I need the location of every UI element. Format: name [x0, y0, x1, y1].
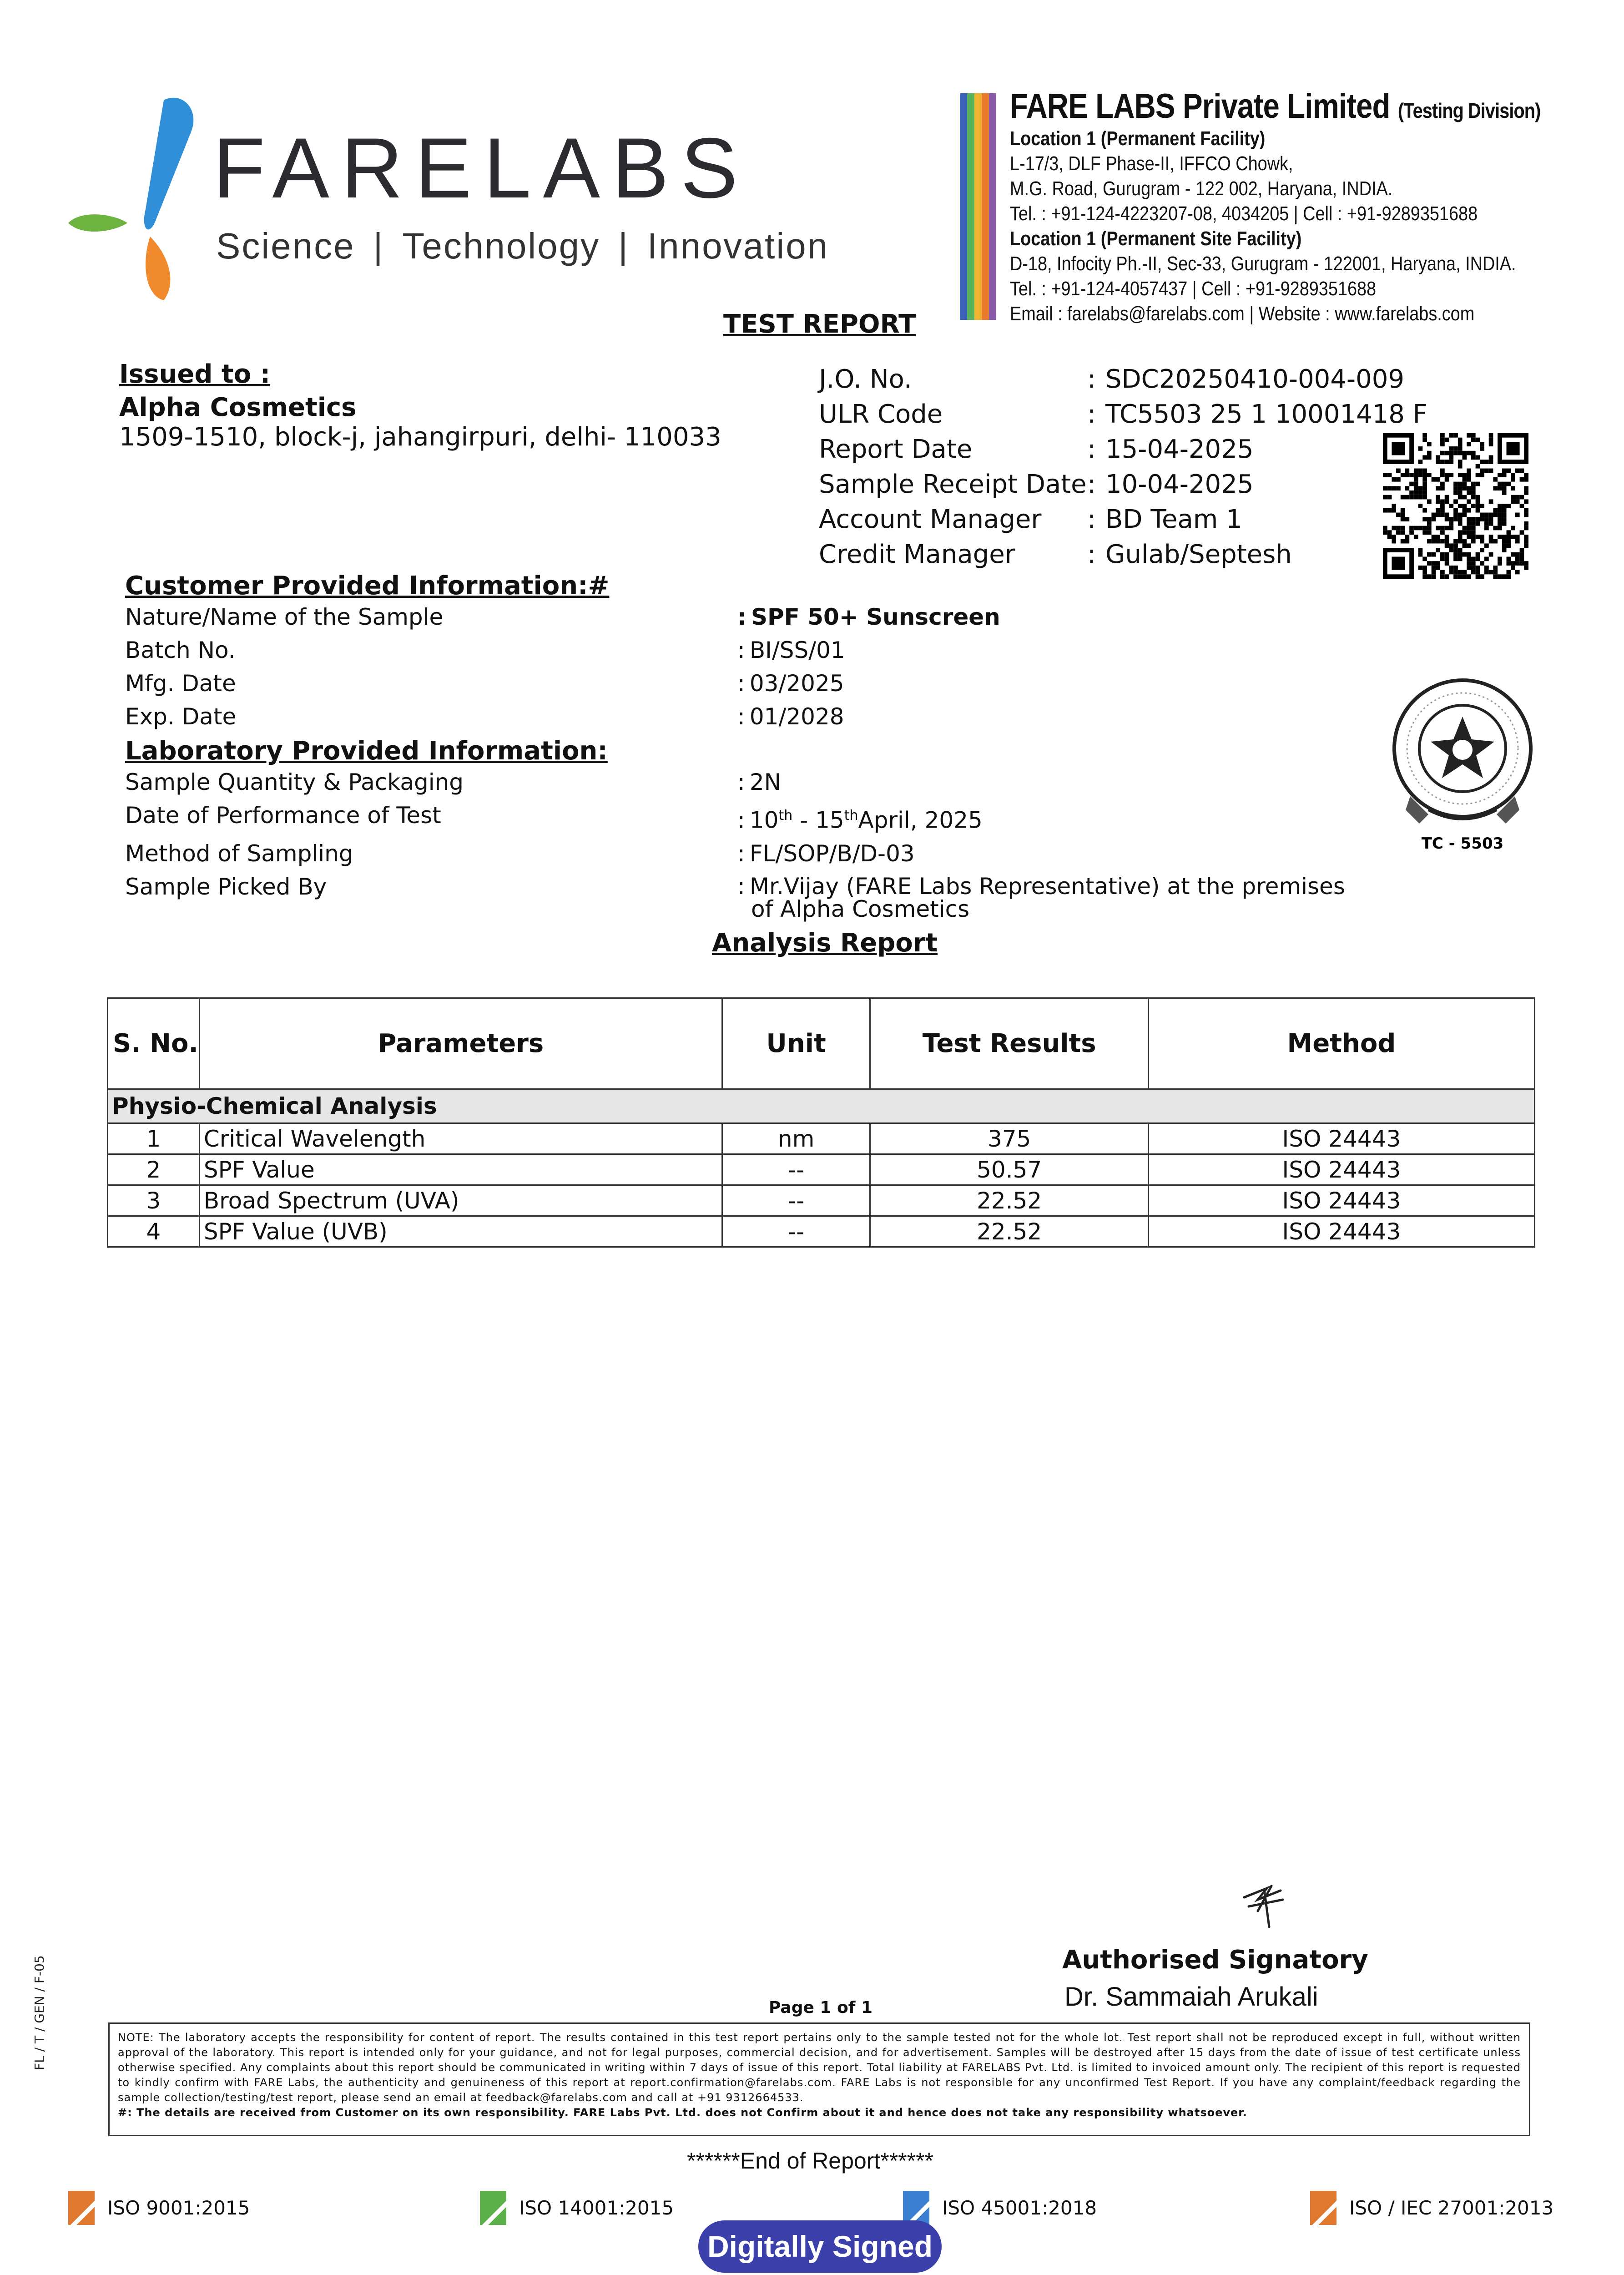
farelabs-logo-mark — [64, 91, 218, 305]
logo-tagline: Science | Technology | Innovation — [216, 226, 829, 266]
info-row: Nature/Name of the Sample : SPF 50+ Sunscreen — [125, 601, 1000, 634]
job-row: Account Manager : BD Team 1 — [819, 505, 1242, 534]
table-row: 3 Broad Spectrum (UVA) -- 22.52 ISO 24443 — [108, 1185, 1535, 1216]
digitally-signed-badge[interactable]: Digitally Signed — [698, 2220, 942, 2273]
job-info-table — [819, 362, 1427, 572]
category-row: Physio-Chemical Analysis — [108, 1089, 1535, 1123]
iso-badge: ISO 14001:2015 — [480, 2191, 674, 2225]
job-row: Credit Manager : Gulab/Septesh — [819, 540, 1292, 569]
info-row: Batch No. : BI/SS/01 — [125, 634, 1000, 667]
col-header-method: Method — [1148, 998, 1534, 1089]
job-row: J.O. No. : SDC20250410-004-009 — [819, 364, 1404, 394]
iso-badge: ISO / IEC 27001:2013 — [1310, 2191, 1553, 2225]
customer-address: 1509-1510, block-j, jahangirpuri, delhi- 110033 — [119, 422, 721, 452]
info-row: Method of Sampling : FL/SOP/B/D-03 — [125, 837, 1345, 870]
info-row: Sample Quantity & Packaging : 2N — [125, 766, 1345, 799]
company-color-strip — [960, 93, 996, 320]
iso-icon — [1310, 2191, 1337, 2225]
accreditation-seal — [1387, 673, 1538, 855]
info-row: Date of Performance of Test : 10th - 15thApril, 2025 — [125, 799, 1345, 837]
info-row: Exp. Date : 01/2028 — [125, 700, 1000, 733]
report-title: TEST REPORT — [723, 309, 916, 339]
issued-to-block — [119, 359, 721, 452]
job-row: Report Date : 15-04-2025 — [819, 435, 1254, 464]
iso-icon — [903, 2191, 929, 2225]
customer-info — [125, 601, 1000, 733]
lab-info — [125, 766, 1345, 920]
issued-to-label: Issued to : — [119, 359, 271, 389]
col-header-unit: Unit — [722, 998, 870, 1089]
table-row: 1 Critical Wavelength nm 375 ISO 24443 — [108, 1123, 1535, 1154]
col-header-sno: S. No. — [108, 998, 200, 1089]
form-code: FL / T / GEN / F-05 — [32, 1955, 47, 2070]
signatory-title: Authorised Signatory — [1062, 1945, 1368, 1975]
info-row: Mfg. Date : 03/2025 — [125, 667, 1000, 700]
customer-info-heading: Customer Provided Information:# — [125, 571, 610, 601]
disclaimer-note: NOTE: The laboratory accepts the responsibility for content of report. The results contained in this test report pertains only to the sample tested not for the whole lot. Test report shall not be reproduced except in full, without written approval of the laboratory. This report is intended only for your guidance, and not for legal purposes, commercial decision, and for advertisement. Samples will be destroyed after 15 days from the date of issue of test certificate unless otherwise specified. Any complaints about this report should be communicated in writing within 7 days of issue of this report. Total liability at FARELABS Pvt. Ltd. is limited to invoiced amount only. The recipient of this report is requested to kindly confirm with FARE Labs, the authenticity and genuineness of this report at report.confirmation@farelabs.com. FARE Labs is not responsible for any unconfirmed Test Report. If you have any complaint/feedback regarding the sample collection/testing/test report, please send an email at feedback@farelabs.com and call at +91 9312664533. #: The details are received from Customer on its own responsibility. FARE Labs Pvt. Ltd. does not Confirm about it and hence does not take any responsibility whatsoever. — [108, 2022, 1530, 2136]
lab-info-heading: Laboratory Provided Information: — [125, 736, 608, 766]
table-row: 4 SPF Value (UVB) -- 22.52 ISO 24443 — [108, 1216, 1535, 1247]
job-row: Sample Receipt Date : 10-04-2025 — [819, 470, 1254, 499]
col-header-results: Test Results — [870, 998, 1148, 1089]
col-header-parameters: Parameters — [199, 998, 722, 1089]
customer-name: Alpha Cosmetics — [119, 393, 357, 422]
logo-wordmark: FARELABS — [213, 120, 750, 216]
iso-icon — [480, 2191, 506, 2225]
table-row: 2 SPF Value -- 50.57 ISO 24443 — [108, 1154, 1535, 1185]
job-row: ULR Code : TC5503 25 1 10001418 F — [819, 399, 1427, 429]
results-table — [107, 997, 1535, 1248]
qr-code — [1383, 433, 1528, 579]
info-row: Sample Picked By : Mr.Vijay (FARE Labs Representative) at the premises of Alpha Cosmetics — [125, 870, 1345, 920]
company-contact: Email : farelabs@farelabs.com | Website : www.farelabs.com — [1010, 303, 1475, 325]
analysis-report-title: Analysis Report — [712, 928, 938, 958]
end-of-report: ******End of Report****** — [687, 2148, 934, 2174]
iso-icon — [68, 2191, 95, 2225]
seal-code: TC - 5503 — [1421, 834, 1504, 853]
signatory-name: Dr. Sammaiah Arukali — [1064, 1982, 1318, 2012]
company-name: FARE LABS Private Limited — [1010, 87, 1390, 126]
page-number: Page 1 of 1 — [769, 1998, 873, 2017]
iso-badge: ISO 45001:2018 — [903, 2191, 1097, 2225]
table-header-row — [108, 998, 1535, 1089]
signature-mark — [1240, 1879, 1294, 1929]
iso-badge: ISO 9001:2015 — [68, 2191, 250, 2225]
company-info: FARE LABS Private Limited (Testing Division) Location 1 (Permanent Facility) L-17/3, DLF Phase-II, IFFCO Chowk, M.G. Road, Gurugram - 122 002, Haryana, INDIA. Tel. : +91-124-4223207-08, 4034205 | Cell : +91-9289351688 Location 1 (Permanent Site Facility) D-18, Infocity Ph.-II, Sec-33, Gurugram - 122001, Haryana, INDIA. Tel. : +91-124-4057437 | Cell : +91-9289351688 Email : farelabs@farelabs.com | Website : www.farelabs.com — [1010, 86, 1624, 326]
